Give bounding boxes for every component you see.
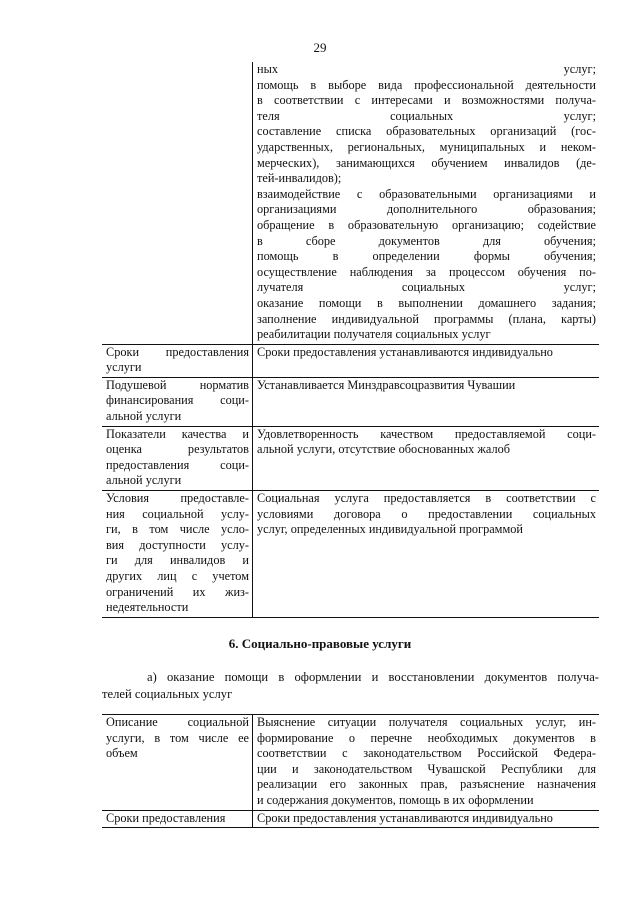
text-line: ги, в том числе усло- xyxy=(106,522,249,537)
text-line: обращение в образовательную организацию; содействие xyxy=(257,217,596,232)
page-number: 29 xyxy=(313,40,327,55)
text-line: Социальная услуга предоставляется в соответствии с xyxy=(257,491,596,506)
table-row xyxy=(102,377,599,426)
text-line: объем xyxy=(106,746,138,761)
text-line: ги для инвалидов и xyxy=(106,553,249,568)
text-line: лучателя социальных услуг; xyxy=(257,280,596,295)
text-line: ударственных, региональных, муниципальных и неком- xyxy=(257,139,596,154)
text-line: ных услуг; xyxy=(257,62,596,76)
text-line: Сроки предоставления xyxy=(106,810,226,825)
text-line: Сроки предоставления устанавливаются индивидуально xyxy=(257,810,553,825)
text-line: финансирования соци- xyxy=(106,393,249,408)
text-line: составление списка образовательных организаций (гос- xyxy=(257,124,596,139)
row-value-cell xyxy=(253,426,600,490)
text-line: взаимодействие с образовательными организациями и xyxy=(257,186,596,201)
text-line: альной услуги xyxy=(106,409,182,424)
text-line: Описание социальной xyxy=(106,715,249,729)
text-line: и содержания документов, помощь в их оформлении xyxy=(257,792,534,807)
text-line: заполнение индивидуальной программы (плана, карты) xyxy=(257,311,596,326)
text-line: формирование о перечне необходимых документов в xyxy=(257,730,596,745)
text-line: Удовлетворенность качеством предоставляемой соци- xyxy=(257,426,596,441)
row-label-cell xyxy=(102,426,253,490)
table-row xyxy=(102,810,599,828)
text-line: мерческих), занимающихся обучением инвалидов (де- xyxy=(257,155,596,170)
text-line: Условия предоставле- xyxy=(106,491,249,506)
text-line: предоставления соци- xyxy=(106,457,249,472)
text-line: других лиц с учетом xyxy=(106,569,249,583)
paragraph-line-2: телей социальных услуг xyxy=(102,687,233,701)
table-row xyxy=(102,426,599,490)
text-line: услуги, в том числе ее xyxy=(106,730,249,745)
continuation-description-cell xyxy=(253,62,600,344)
row-value-cell xyxy=(253,491,600,618)
paragraph-line-1: а) оказание помощи в оформлении и восстановлении документов получа- xyxy=(147,670,599,684)
text-line: услуг, определенных индивидуальной программой xyxy=(257,522,523,537)
legal-services-table xyxy=(102,714,599,828)
text-line: услуги xyxy=(106,360,142,375)
text-line: в сборе документов для обучения; xyxy=(257,233,596,248)
text-line: условиями договора о предоставлении социальных xyxy=(257,506,596,521)
text-line: тей-инвалидов); xyxy=(257,171,342,186)
section-title: 6. Социально-правовые услуги xyxy=(228,636,412,651)
text-line: помощь в определении формы обучения; xyxy=(257,249,596,264)
empty-label-cell xyxy=(102,62,253,344)
text-line: ния социальной услу- xyxy=(106,506,249,521)
text-line: соответствии с законодательством Российской Федера- xyxy=(257,746,596,761)
subsection-paragraph xyxy=(102,669,599,703)
text-line: ограничений их жиз- xyxy=(106,584,249,599)
text-line: помощь в выборе вида профессиональной деятельности xyxy=(257,77,596,92)
text-line: Устанавливается Минздравсоцразвития Чувашии xyxy=(257,377,516,392)
text-line: Выяснение ситуации получателя социальных услуг, ин- xyxy=(257,715,596,729)
text-line: ции и законодательством Чувашской Республики для xyxy=(257,761,596,776)
row-value-cell xyxy=(253,715,600,811)
table-row xyxy=(102,491,599,618)
text-line: альной услуги, отсутствие обоснованных жалоб xyxy=(257,442,510,457)
text-line: теля социальных услуг; xyxy=(257,108,596,123)
text-line: недеятельности xyxy=(106,600,189,615)
text-line: реабилитации получателя социальных услуг xyxy=(257,327,491,342)
text-line: оказание помощи в выполнении домашнего задания; xyxy=(257,295,596,310)
table-row xyxy=(102,344,599,377)
row-value-cell xyxy=(253,344,600,377)
text-line: Сроки предоставления устанавливаются индивидуально xyxy=(257,344,553,359)
text-line: осуществление наблюдения за процессом обучения по- xyxy=(257,264,596,279)
text-line: Сроки предоставления xyxy=(106,344,249,359)
text-line: Показатели качества и xyxy=(106,426,249,441)
row-label-cell xyxy=(102,491,253,618)
text-line: альной услуги xyxy=(106,473,182,488)
row-label-cell xyxy=(102,810,253,828)
text-line: организациями дополнительного образования; xyxy=(257,202,596,217)
text-line: реализации его законных прав, разъяснение назначения xyxy=(257,777,596,792)
text-line: оценка результатов xyxy=(106,442,249,457)
text-line: в соответствии с интересами и возможностями получа- xyxy=(257,93,596,108)
table-row-continuation xyxy=(102,62,599,344)
text-line: Подушевой норматив xyxy=(106,377,249,392)
row-label-cell xyxy=(102,344,253,377)
row-value-cell xyxy=(253,377,600,426)
table-row xyxy=(102,715,599,811)
row-label-cell xyxy=(102,715,253,811)
row-value-cell xyxy=(253,810,600,828)
services-table-continued xyxy=(102,62,599,618)
row-label-cell xyxy=(102,377,253,426)
text-line: вия доступности услу- xyxy=(106,537,249,552)
